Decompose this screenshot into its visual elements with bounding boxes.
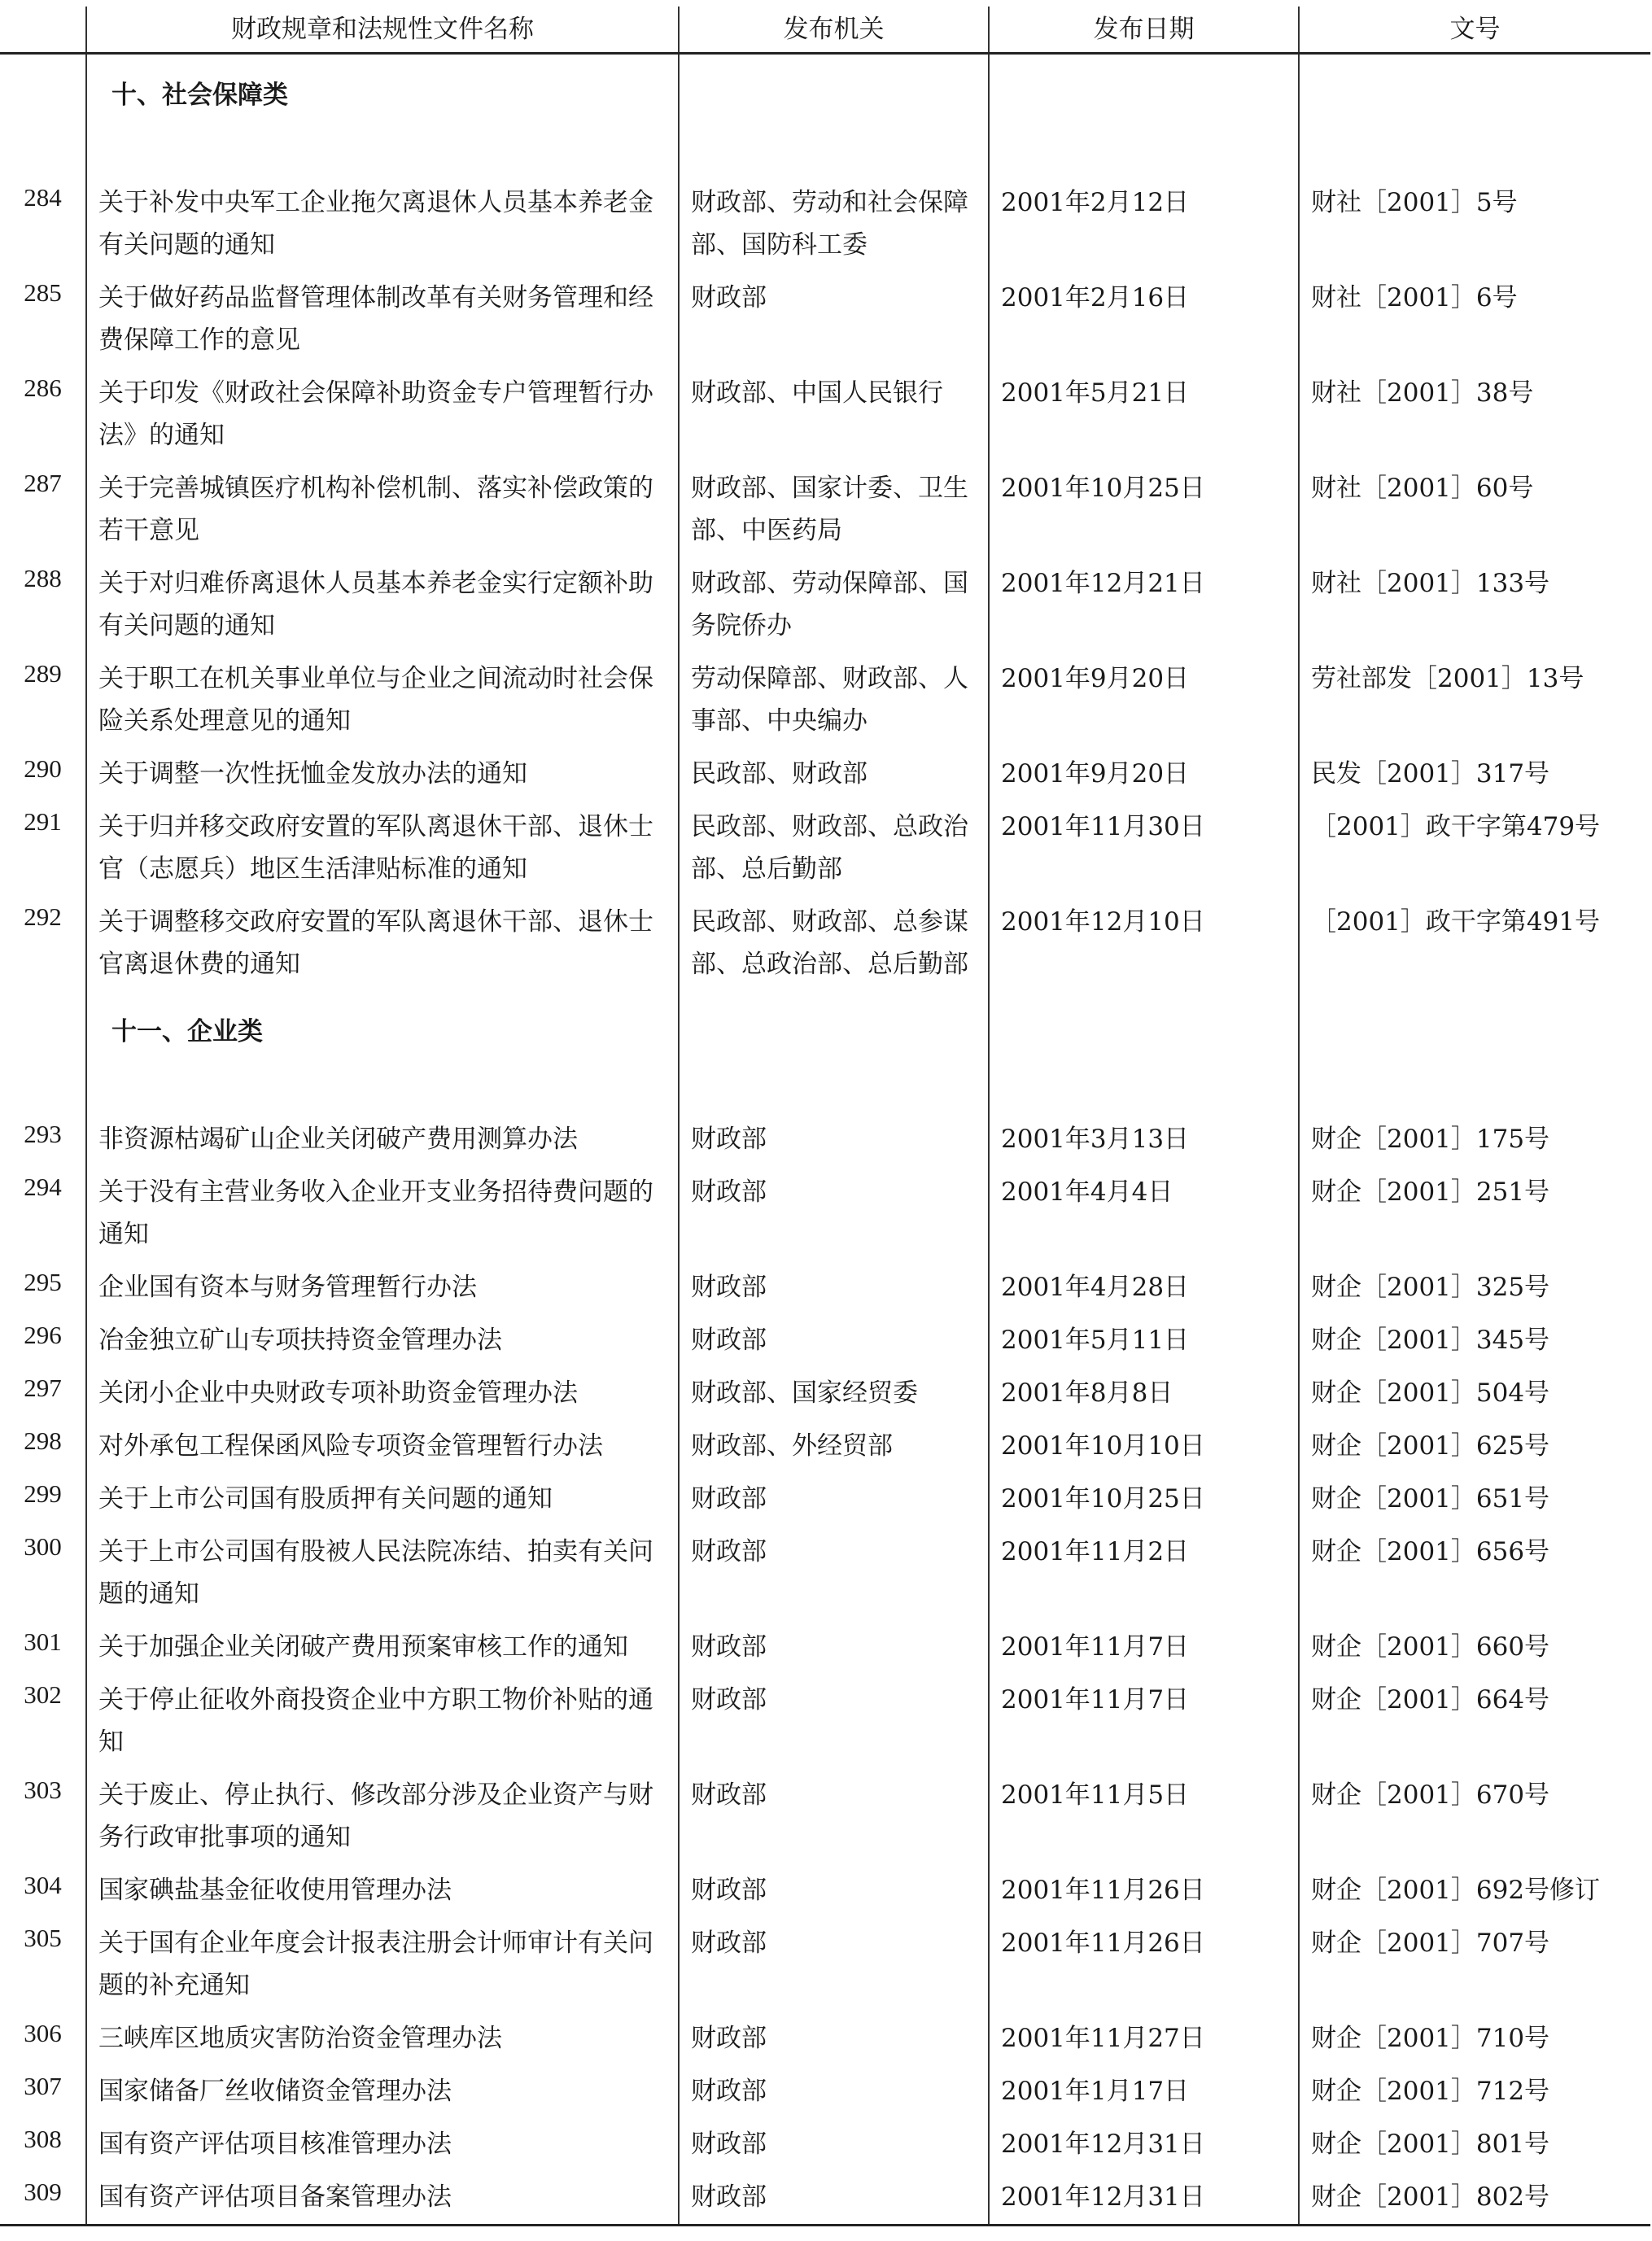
row-number: 305 (24, 1924, 62, 1952)
document-number: 财企［2001］801号 (1299, 2118, 1650, 2171)
document-number: 财社［2001］5号 (1299, 177, 1650, 272)
document-name: 关于没有主营业务收入企业开支业务招待费问题的通知 (86, 1166, 679, 1261)
issuing-agency: 民政部、财政部、总政治部、总后勤部 (679, 801, 989, 896)
document-number: 财企［2001］251号 (1299, 1166, 1650, 1261)
document-number: 财企［2001］802号 (1299, 2171, 1650, 2226)
table-row (0, 177, 1650, 272)
document-name: 国家储备厂丝收储资金管理办法 (86, 2065, 679, 2118)
table-row (0, 1917, 1650, 2012)
document-name: 关于对归难侨离退休人员基本养老金实行定额补助有关问题的通知 (86, 557, 679, 653)
document-number: 财企［2001］712号 (1299, 2065, 1650, 2118)
issue-date: 2001年11月27日 (989, 2012, 1299, 2065)
table-row (0, 1674, 1650, 1769)
document-number: 劳社部发［2001］13号 (1299, 653, 1650, 748)
section-number-cell (0, 991, 86, 1113)
table-row (0, 1261, 1650, 1314)
issuing-agency: 财政部 (679, 2065, 989, 2118)
issuing-agency: 财政部 (679, 1621, 989, 1674)
issuing-agency: 民政部、财政部 (679, 748, 989, 801)
table-header-row (0, 7, 1650, 54)
issue-date: 2001年11月2日 (989, 1526, 1299, 1621)
row-number: 286 (24, 374, 62, 402)
document-name: 关闭小企业中央财政专项补助资金管理办法 (86, 1367, 679, 1420)
document-number: 财企［2001］664号 (1299, 1674, 1650, 1769)
document-number: 财企［2001］625号 (1299, 1420, 1650, 1473)
section-empty-cell (989, 54, 1299, 177)
section-number-cell (0, 54, 86, 177)
issue-date: 2001年9月20日 (989, 653, 1299, 748)
table-row (0, 1367, 1650, 1420)
table-row (0, 1420, 1650, 1473)
section-row (0, 54, 1650, 177)
issuing-agency: 财政部 (679, 1526, 989, 1621)
issuing-agency: 财政部 (679, 1113, 989, 1166)
document-name: 国家碘盐基金征收使用管理办法 (86, 1864, 679, 1917)
issuing-agency: 财政部 (679, 1674, 989, 1769)
issue-date: 2001年2月16日 (989, 272, 1299, 367)
document-number: 财社［2001］60号 (1299, 462, 1650, 557)
document-name: 企业国有资本与财务管理暂行办法 (86, 1261, 679, 1314)
document-name: 关于废止、停止执行、修改部分涉及企业资产与财务行政审批事项的通知 (86, 1769, 679, 1864)
document-name: 对外承包工程保函风险专项资金管理暂行办法 (86, 1420, 679, 1473)
table-row (0, 1769, 1650, 1864)
document-name: 关于印发《财政社会保障补助资金专户管理暂行办法》的通知 (86, 367, 679, 462)
document-number: 财企［2001］345号 (1299, 1314, 1650, 1367)
row-number: 296 (24, 1321, 62, 1349)
issue-date: 2001年10月25日 (989, 1473, 1299, 1526)
issuing-agency: 财政部 (679, 2171, 989, 2226)
issuing-agency: 劳动保障部、财政部、人事部、中央编办 (679, 653, 989, 748)
document-number: 财社［2001］133号 (1299, 557, 1650, 653)
issue-date: 2001年12月21日 (989, 557, 1299, 653)
row-number: 299 (24, 1479, 62, 1508)
header-number (0, 7, 86, 54)
row-number: 307 (24, 2072, 62, 2100)
header-issuer: 发布机关 (679, 7, 989, 54)
table-row (0, 1166, 1650, 1261)
issuing-agency: 财政部 (679, 1769, 989, 1864)
table-row (0, 367, 1650, 462)
document-name: 国有资产评估项目核准管理办法 (86, 2118, 679, 2171)
issue-date: 2001年11月30日 (989, 801, 1299, 896)
section-empty-cell (1299, 991, 1650, 1113)
issue-date: 2001年5月21日 (989, 367, 1299, 462)
issue-date: 2001年1月17日 (989, 2065, 1299, 2118)
table-row (0, 1621, 1650, 1674)
table-row (0, 748, 1650, 801)
issue-date: 2001年4月28日 (989, 1261, 1299, 1314)
document-name: 关于完善城镇医疗机构补偿机制、落实补偿政策的若干意见 (86, 462, 679, 557)
issuing-agency: 财政部 (679, 1864, 989, 1917)
issuing-agency: 财政部、中国人民银行 (679, 367, 989, 462)
issue-date: 2001年2月12日 (989, 177, 1299, 272)
table-body (0, 54, 1650, 2226)
document-number: 财企［2001］325号 (1299, 1261, 1650, 1314)
document-number: 财企［2001］504号 (1299, 1367, 1650, 1420)
issuing-agency: 财政部、劳动和社会保障部、国防科工委 (679, 177, 989, 272)
document-name: 关于调整一次性抚恤金发放办法的通知 (86, 748, 679, 801)
table-row (0, 2118, 1650, 2171)
document-number: ［2001］政干字第479号 (1299, 801, 1650, 896)
table-row (0, 1314, 1650, 1367)
row-number: 309 (0, 2171, 86, 2226)
header-document-number: 文号 (1299, 7, 1650, 54)
row-number: 298 (24, 1426, 62, 1455)
row-number: 288 (24, 564, 62, 592)
document-name: 关于上市公司国有股被人民法院冻结、拍卖有关问题的通知 (86, 1526, 679, 1621)
issuing-agency: 财政部、国家计委、卫生部、中医药局 (679, 462, 989, 557)
document-number: 财企［2001］670号 (1299, 1769, 1650, 1864)
document-number: 财社［2001］38号 (1299, 367, 1650, 462)
regulations-table (0, 7, 1650, 2226)
document-number: 财企［2001］651号 (1299, 1473, 1650, 1526)
section-empty-cell (989, 991, 1299, 1113)
document-number: 财企［2001］175号 (1299, 1113, 1650, 1166)
row-number: 284 (24, 183, 62, 212)
issuing-agency: 民政部、财政部、总参谋部、总政治部、总后勤部 (679, 896, 989, 991)
document-number: 财企［2001］692号修订 (1299, 1864, 1650, 1917)
table-row (0, 1473, 1650, 1526)
issue-date: 2001年4月4日 (989, 1166, 1299, 1261)
document-number: 财企［2001］710号 (1299, 2012, 1650, 2065)
document-name: 关于停止征收外商投资企业中方职工物价补贴的通知 (86, 1674, 679, 1769)
table-row (0, 1864, 1650, 1917)
section-row (0, 991, 1650, 1113)
header-document-name: 财政规章和法规性文件名称 (86, 7, 679, 54)
table-row (0, 1526, 1650, 1621)
issuing-agency: 财政部 (679, 1473, 989, 1526)
row-number: 308 (24, 2125, 62, 2153)
issuing-agency: 财政部 (679, 2012, 989, 2065)
document-name: 关于补发中央军工企业拖欠离退休人员基本养老金有关问题的通知 (86, 177, 679, 272)
issue-date: 2001年10月10日 (989, 1420, 1299, 1473)
section-title: 十、社会保障类 (86, 54, 679, 177)
row-number: 293 (24, 1120, 62, 1148)
table-row (0, 896, 1650, 991)
row-number: 301 (24, 1627, 62, 1656)
issue-date: 2001年12月31日 (989, 2171, 1299, 2226)
document-name: 关于调整移交政府安置的军队离退休干部、退休士官离退休费的通知 (86, 896, 679, 991)
section-empty-cell (679, 54, 989, 177)
row-number: 297 (24, 1374, 62, 1402)
issue-date: 2001年10月25日 (989, 462, 1299, 557)
issue-date: 2001年11月26日 (989, 1917, 1299, 2012)
row-number: 285 (24, 278, 62, 307)
table-row (0, 1113, 1650, 1166)
issue-date: 2001年11月7日 (989, 1674, 1299, 1769)
table-row (0, 2171, 1650, 2226)
issue-date: 2001年8月8日 (989, 1367, 1299, 1420)
row-number: 291 (24, 807, 62, 836)
document-name: 关于做好药品监督管理体制改革有关财务管理和经费保障工作的意见 (86, 272, 679, 367)
issuing-agency: 财政部 (679, 1314, 989, 1367)
issuing-agency: 财政部 (679, 1166, 989, 1261)
row-number: 295 (24, 1268, 62, 1296)
document-number: 财企［2001］656号 (1299, 1526, 1650, 1621)
row-number: 287 (24, 469, 62, 497)
issue-date: 2001年11月26日 (989, 1864, 1299, 1917)
document-number: 财企［2001］660号 (1299, 1621, 1650, 1674)
header-issue-date: 发布日期 (989, 7, 1299, 54)
document-number: 财社［2001］6号 (1299, 272, 1650, 367)
row-number: 290 (24, 754, 62, 783)
table-row (0, 2065, 1650, 2118)
document-name: 关于上市公司国有股质押有关问题的通知 (86, 1473, 679, 1526)
document-number: ［2001］政干字第491号 (1299, 896, 1650, 991)
document-name: 关于国有企业年度会计报表注册会计师审计有关问题的补充通知 (86, 1917, 679, 2012)
row-number: 306 (24, 2019, 62, 2047)
section-title: 十一、企业类 (86, 991, 679, 1113)
issue-date: 2001年9月20日 (989, 748, 1299, 801)
table-row (0, 272, 1650, 367)
issue-date: 2001年12月31日 (989, 2118, 1299, 2171)
document-name: 关于职工在机关事业单位与企业之间流动时社会保险关系处理意见的通知 (86, 653, 679, 748)
issuing-agency: 财政部 (679, 1261, 989, 1314)
table-row (0, 462, 1650, 557)
row-number: 304 (24, 1871, 62, 1899)
table-row (0, 2012, 1650, 2065)
document-number: 民发［2001］317号 (1299, 748, 1650, 801)
document-name: 三峡库区地质灾害防治资金管理办法 (86, 2012, 679, 2065)
table-row (0, 653, 1650, 748)
document-name: 冶金独立矿山专项扶持资金管理办法 (86, 1314, 679, 1367)
row-number: 300 (24, 1532, 62, 1561)
issuing-agency: 财政部 (679, 1917, 989, 2012)
document-name: 国有资产评估项目备案管理办法 (86, 2171, 679, 2226)
document-name: 关于归并移交政府安置的军队离退休干部、退休士官（志愿兵）地区生活津贴标准的通知 (86, 801, 679, 896)
row-number: 302 (24, 1680, 62, 1709)
issuing-agency: 财政部、外经贸部 (679, 1420, 989, 1473)
document-name: 关于加强企业关闭破产费用预案审核工作的通知 (86, 1621, 679, 1674)
section-empty-cell (679, 991, 989, 1113)
issuing-agency: 财政部、劳动保障部、国务院侨办 (679, 557, 989, 653)
issue-date: 2001年12月10日 (989, 896, 1299, 991)
issue-date: 2001年5月11日 (989, 1314, 1299, 1367)
table-row (0, 801, 1650, 896)
issuing-agency: 财政部 (679, 2118, 989, 2171)
table-row (0, 557, 1650, 653)
issuing-agency: 财政部 (679, 272, 989, 367)
document-number: 财企［2001］707号 (1299, 1917, 1650, 2012)
issue-date: 2001年11月5日 (989, 1769, 1299, 1864)
issue-date: 2001年3月13日 (989, 1113, 1299, 1166)
issuing-agency: 财政部、国家经贸委 (679, 1367, 989, 1420)
section-empty-cell (1299, 54, 1650, 177)
document-name: 非资源枯竭矿山企业关闭破产费用测算办法 (86, 1113, 679, 1166)
row-number: 294 (24, 1173, 62, 1201)
row-number: 292 (24, 902, 62, 931)
row-number: 289 (24, 659, 62, 688)
issue-date: 2001年11月7日 (989, 1621, 1299, 1674)
row-number: 303 (24, 1776, 62, 1804)
